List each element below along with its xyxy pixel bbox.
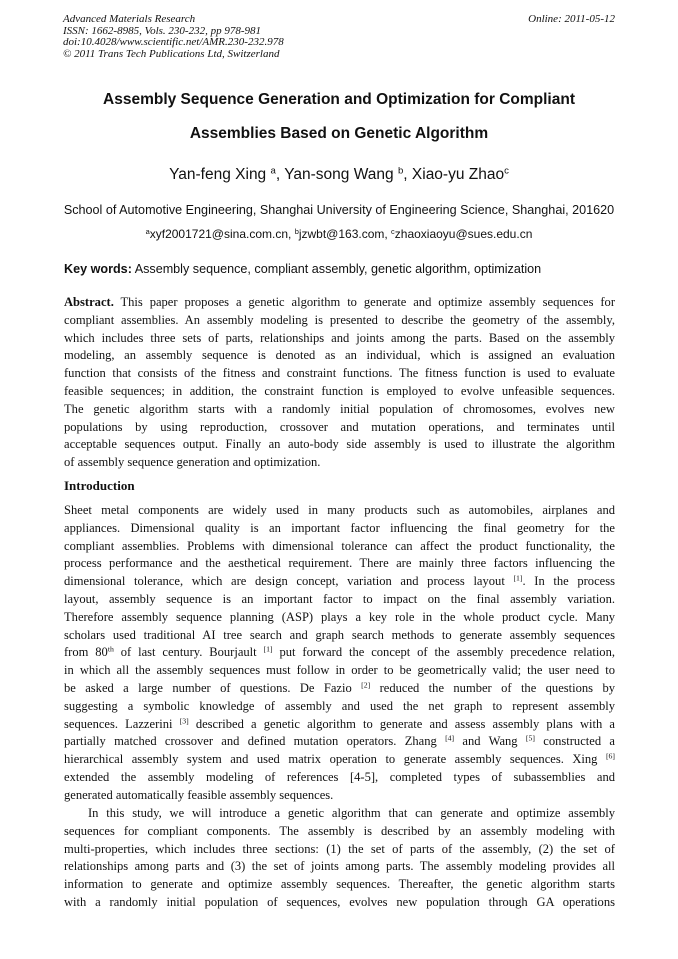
- title-line-1: Assembly Sequence Generation and Optimization for Compliant: [103, 91, 575, 108]
- text-line: dimensional tolerance, which are design concept, variation and process layout [1]. In the process: [64, 573, 615, 589]
- text-line: process performance and the aesthetical requirement. There are mainly three factors influencing the: [64, 556, 615, 571]
- online-date: Online: 2011-05-12: [528, 13, 615, 25]
- text-line: with a randomly initial population of sequences, evolves new population through GA operations: [64, 894, 615, 909]
- text-line: feasible sequences; in addition, the constraint function is employed to evolve unfeasible sequences.: [64, 383, 615, 398]
- text-line: modeling, an assembly sequence is denoted as an individual, which is assigned an evaluation: [64, 348, 615, 363]
- keywords-text: Assembly sequence, compliant assembly, genetic algorithm, optimization: [131, 262, 542, 276]
- text-line: of assembly sequence generation and optimization.: [64, 455, 321, 470]
- text-line: Abstract. This paper proposes a genetic algorithm to generate and optimize assembly sequences for: [64, 295, 615, 309]
- text-line: suggesting a symbolic knowledge of assembly and used the net graph to represent assembly: [64, 698, 615, 713]
- copyright: © 2011 Trans Tech Publications Ltd, Switzerland: [63, 47, 280, 60]
- text-line: generated automatically feasible assembly sequences.: [64, 787, 334, 802]
- doi: doi:10.4028/www.scientific.net/AMR.230-232.978: [63, 36, 284, 48]
- text-line: which includes three sets of parts, relationships and joints among the parts. Based on the assembly: [64, 330, 615, 345]
- citation: th: [107, 645, 114, 655]
- text-line: relationships among parts and (3) the set of joints among parts. The assembly modeling provides all: [64, 859, 615, 874]
- email-mark: b: [294, 226, 299, 236]
- introduction-paragraph-2: [64, 805, 615, 912]
- abstract-label: Abstract.: [64, 295, 114, 309]
- text-line: In this study, we will introduce a genetic algorithm that can generate and optimize assembly: [88, 806, 615, 820]
- introduction-paragraph-1: [64, 502, 615, 805]
- author-name: Yan-feng Xing: [169, 166, 267, 183]
- text-line: hierarchical assembly system and used matrix operation to generate assembly sequences. Xing [6]: [64, 751, 615, 767]
- keywords: [64, 262, 541, 276]
- authors: Yan-feng Xing $^a$, Yan-song Wang $^b$, Xiao-yu Zhao$^c$: [169, 165, 509, 183]
- citation: [6]: [605, 751, 615, 761]
- title-line-2: Assemblies Based on Genetic Algorithm: [189, 125, 489, 142]
- text-line: Therefore assembly sequence planning (ASP) plays a key role in the whole product cycle. Many: [64, 609, 615, 624]
- text-line: sequences for compliant components. The assembly is described by an assembly modeling with: [64, 823, 615, 838]
- email-mark: a: [145, 226, 150, 236]
- issn: ISSN: 1662-8985, Vols. 230-232, pp 978-981: [63, 24, 261, 37]
- abstract: [64, 294, 615, 472]
- email: xyf2001721@sina.com.cn: [149, 227, 289, 241]
- text-line: multi-properties, which includes three sections: (1) the set of parts of the assembly, (2) the set of: [64, 841, 615, 856]
- text-line: information to generate and optimize assembly sequences. Thereafter, the genetic algorithm starts: [64, 877, 615, 892]
- text-line: from 80th of last century. Bourjault [1] put forward the concept of the assembly precedence relation,: [64, 645, 615, 660]
- author-mark: c: [504, 165, 509, 177]
- email: jzwbt@163.com: [298, 227, 385, 241]
- citation: [3]: [179, 716, 189, 726]
- text-line: compliant assemblies. Problems with dimensional tolerance can affect the product functionality, the: [64, 538, 615, 553]
- text-line: function that consists of the fitness and constraint functions. The fitness function is used to evaluate: [64, 366, 615, 381]
- email: zhaoxiaoyu@sues.edu.cn: [394, 227, 533, 241]
- email-mark: c: [391, 226, 395, 236]
- text-line: acceptable sequences output. Finally an auto-body side assembly is used to illustrate the algorithm: [64, 437, 615, 452]
- text-line: sequences. Lazzerini [3] described a genetic algorithm to generate and assess assembly plans with a: [64, 716, 615, 731]
- citation: [1]: [513, 573, 523, 583]
- affiliation: School of Automotive Engineering, Shanghai University of Engineering Science, Shanghai, 201620: [63, 203, 615, 217]
- author-name: Xiao-yu Zhao: [411, 166, 505, 183]
- journal-header: [63, 14, 284, 60]
- text-line: layout, assembly sequence is an important factor to impact on the final assembly variation.: [64, 591, 615, 606]
- text-line: in which all the assembly sequences must follow in order to be geometrically valid; the user need to: [64, 663, 615, 678]
- text-line: populations by using reproduction, crossover and mutation operations, and terminates until: [64, 419, 615, 434]
- emails: $^a$xyf2001721@sina.com.cn, $^b$jzwbt@163.com, $^c$zhaoxiaoyu@sues.edu.cn: [145, 226, 533, 241]
- citation: [5]: [525, 734, 535, 744]
- text-line: be asked a large number of questions. De Fazio [2] reduced the number of the questions by: [64, 680, 615, 695]
- citation: [2]: [361, 680, 371, 690]
- journal-name: Advanced Materials Research: [63, 13, 196, 25]
- text-line: appliances. Dimensional quality is an important factor influencing the final geometry for the: [64, 520, 615, 535]
- text-line: Sheet metal components are widely used in many products such as automobiles, airplanes and: [64, 503, 615, 517]
- author-mark: a: [270, 165, 276, 177]
- author-mark: b: [397, 165, 404, 177]
- text-line: extended the assembly modeling of references [4-5], completed types of subassemblies and: [64, 769, 615, 784]
- text-line: The genetic algorithm starts with a randomly initial population of chromosomes, evolves new: [64, 401, 615, 416]
- citation: [4]: [445, 734, 455, 744]
- author-name: Yan-song Wang: [284, 166, 394, 183]
- keywords-label: Key words:: [64, 262, 132, 276]
- text-line: partially matched crossover and defined mutation operators. Zhang [4] and Wang [5] constructed a: [64, 734, 615, 749]
- section-heading-introduction: Introduction: [64, 478, 135, 493]
- citation: [1]: [263, 645, 273, 655]
- text-line: scholars used traditional AI tree search and graph search methods to generate assembly sequences: [64, 627, 615, 642]
- text-line: compliant assemblies. An assembly modeling is presented to describe the geometry of the assembly,: [64, 312, 615, 327]
